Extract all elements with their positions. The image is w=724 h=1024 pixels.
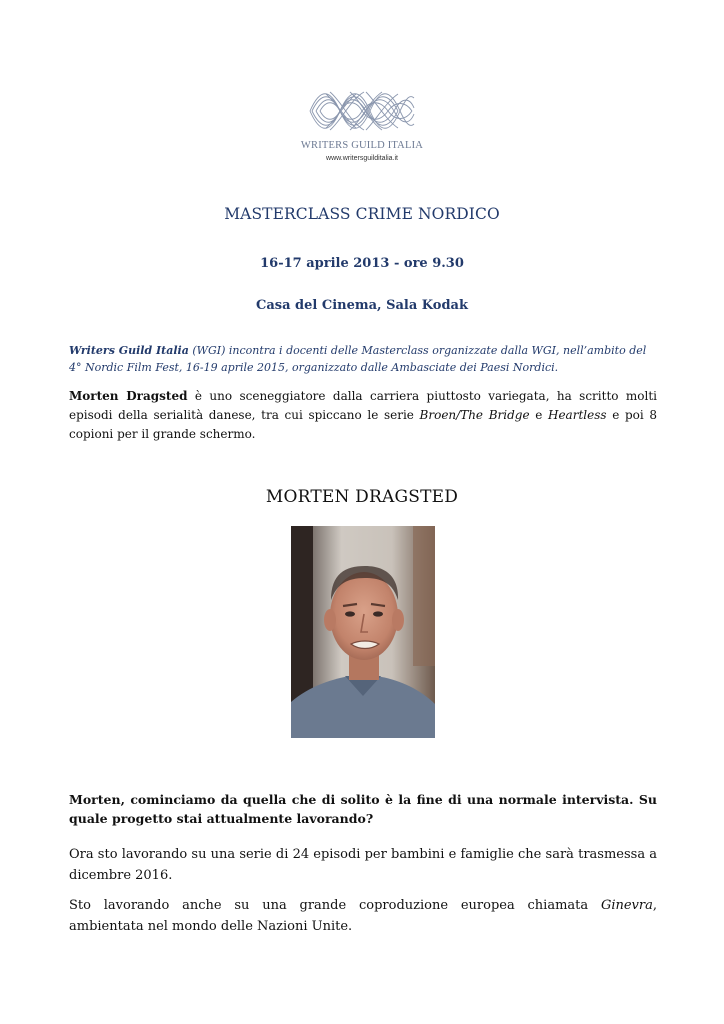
event-venue: Casa del Cinema, Sala Kodak (255, 298, 468, 313)
answer-2-text-1: Sto lavorando anche su una grande coproduzione europea chiamata (69, 898, 601, 913)
bio-series-2: Heartless (547, 408, 607, 422)
bio-series-1: Broen/The Bridge (419, 408, 530, 422)
interview-answer-2 (69, 895, 657, 937)
profile-heading: MORTEN DRAGSTED (265, 487, 459, 507)
bio-name: Morten Dragsted (69, 389, 188, 403)
intro-paragraph (69, 342, 659, 376)
answer-2-title: Ginevra (600, 898, 653, 913)
interview-question: Morten, cominciamo da quella che di solito è la fine di una normale intervista. Su quale progetto stai attualmente lavorando? (69, 792, 657, 826)
answer-2-text-2: , ambientata nel mondo delle Nazioni Unite. (69, 898, 657, 934)
bio-text-2: e (529, 408, 548, 422)
event-date: 16-17 aprile 2013 - ore 9.30 (260, 256, 464, 271)
portrait-photo (291, 526, 435, 738)
intro-text: (WGI) incontra i docenti delle Masterclass organizzate dalla WGI, nell’ambito del 4° Nordic Film Fest, 16-19 aprile 2015, organizzato dalle Ambasciate dei Paesi Nordici. (69, 344, 647, 374)
intro-org: Writers Guild Italia (69, 344, 189, 357)
interview-answer-1: Ora sto lavorando su una serie di 24 episodi per bambini e famiglie che sarà trasmessa a dicembre 2016. (69, 847, 657, 883)
logo-url: www.writersguilditalia.it (326, 155, 398, 162)
bio-text-3: e poi 8 copioni per il grande schermo. (69, 408, 657, 441)
logo-name: WRITERS GUILD ITALIA (300, 140, 424, 151)
bio-paragraph (69, 387, 657, 444)
wgi-wave-emblem-icon (306, 84, 418, 138)
event-title: MASTERCLASS CRIME NORDICO (224, 205, 500, 223)
wgi-logo (300, 84, 424, 162)
bio-text-1: è uno sceneggiatore dalla carriera piuttosto variegata, ha scritto molti episodi della serialità danese, tra cui spiccano le serie (69, 389, 657, 422)
